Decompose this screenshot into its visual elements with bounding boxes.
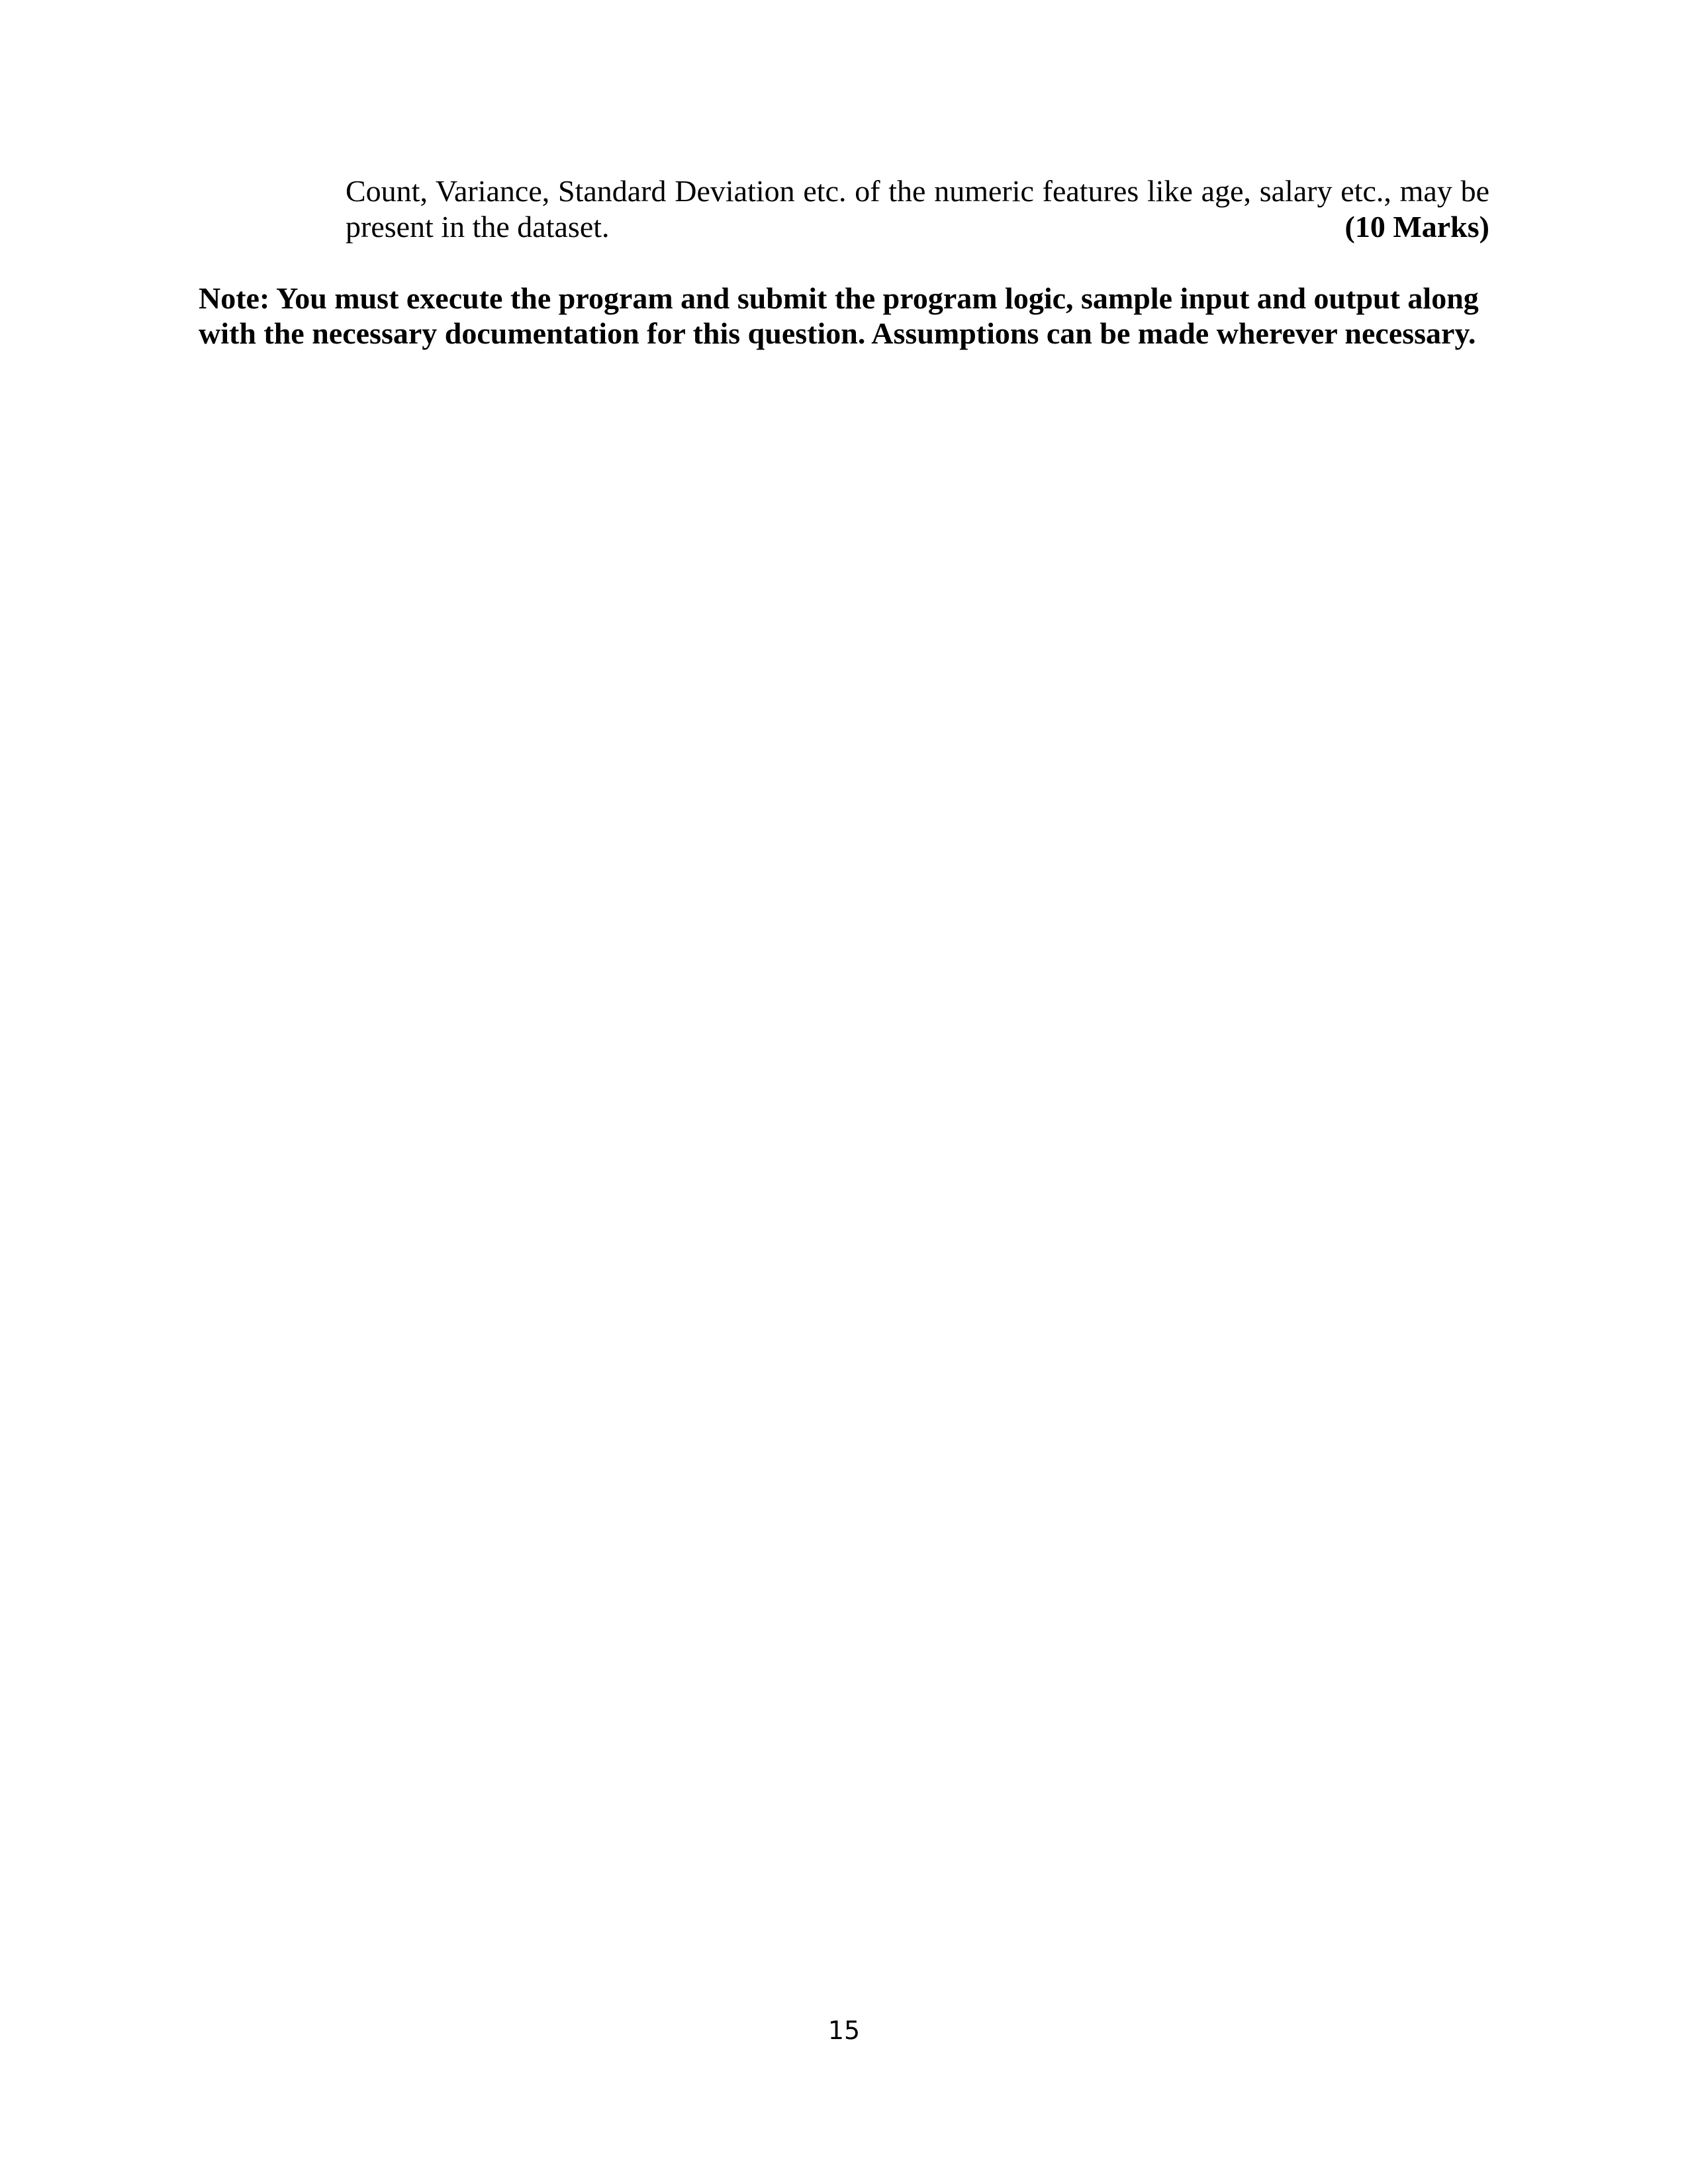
note-line-2: with the necessary documentation for this question. Assumptions can be made wherever necessary. <box>199 316 1476 350</box>
note-paragraph <box>199 281 1496 351</box>
paragraph-line-2-row <box>346 209 1489 245</box>
marks-label: (10 Marks) <box>1344 210 1489 244</box>
note-line-1: Note: You must execute the program and submit the program logic, sample input and output along <box>199 281 1479 315</box>
page-number: 15 <box>827 2016 861 2045</box>
question-paragraph <box>346 173 1489 245</box>
paragraph-line-2: present in the dataset. <box>346 210 610 244</box>
paragraph-line-1: Count, Variance, Standard Deviation etc. of the numeric features like age, salary etc., may be <box>346 174 1489 208</box>
